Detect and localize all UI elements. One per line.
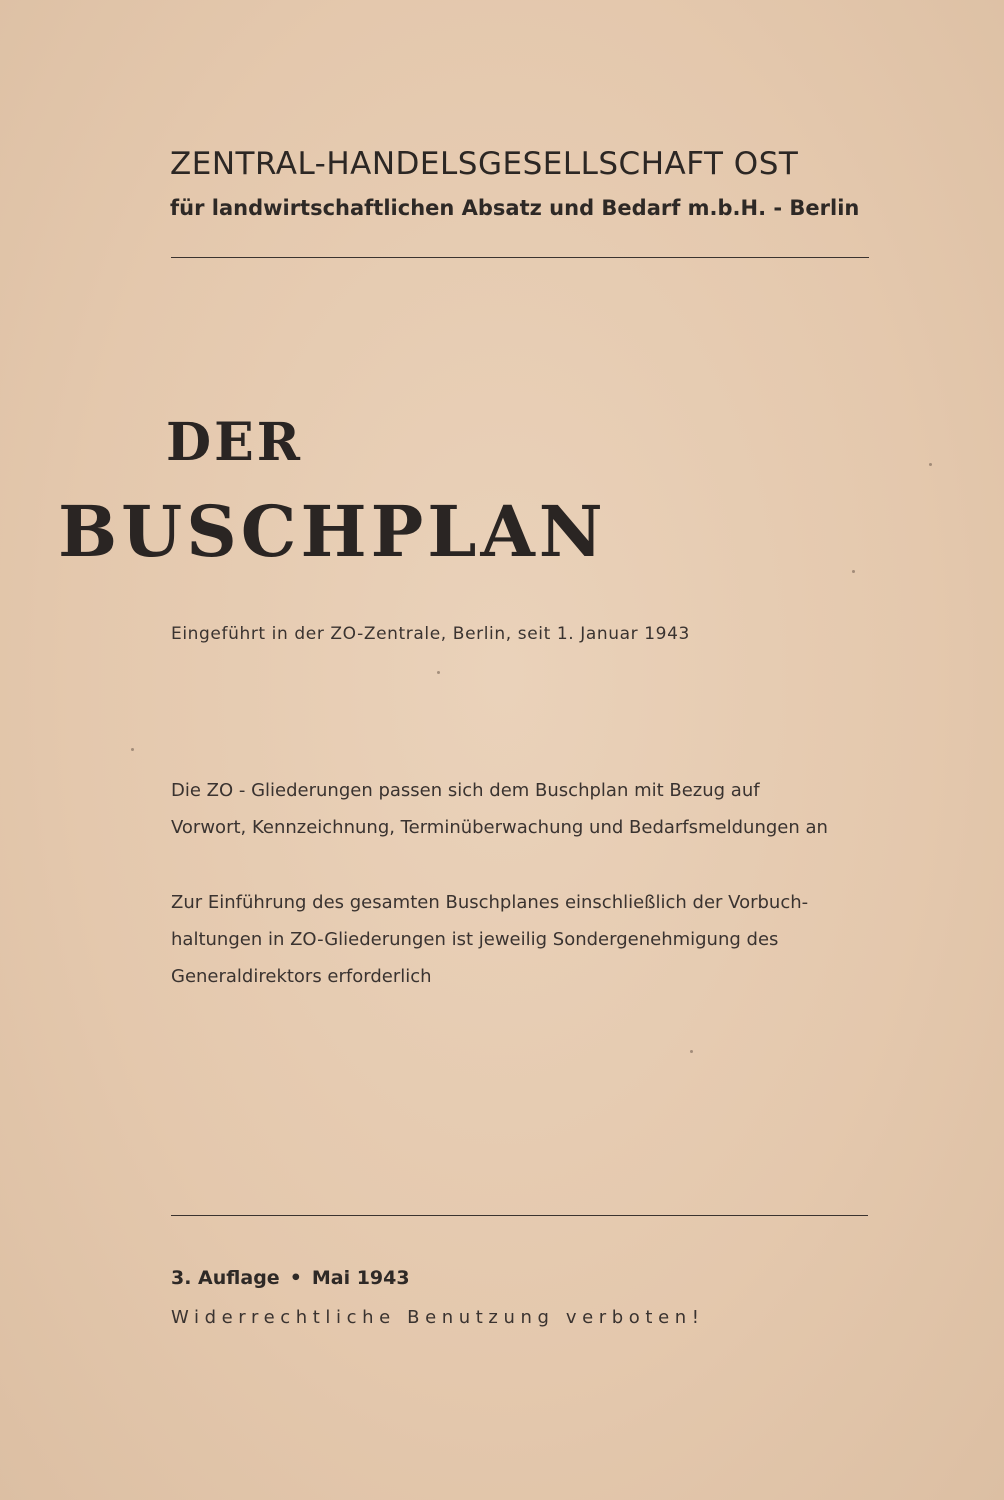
paper-speck xyxy=(929,463,932,466)
edition-separator: • xyxy=(289,1267,302,1289)
paragraph-2-line-2: haltungen in ZO-Gliederungen ist jeweilig Sondergenehmigung des xyxy=(171,929,779,950)
organization-subtitle: für landwirtschaftlichen Absatz und Bedarf m.b.H. - Berlin xyxy=(170,196,860,220)
paragraph-2-line-3: Generaldirektors erforderlich xyxy=(171,966,432,987)
edition-date: Mai 1943 xyxy=(311,1267,410,1289)
title-line-2: BUSCHPLAN xyxy=(58,490,607,573)
top-divider xyxy=(171,257,869,258)
paragraph-1-line-1: Die ZO - Gliederungen passen sich dem Buschplan mit Bezug auf xyxy=(171,780,760,801)
paper-speck xyxy=(690,1050,693,1053)
title-line-1: DER xyxy=(166,412,303,473)
edition-line xyxy=(171,1267,410,1289)
paper-speck xyxy=(852,570,855,573)
intro-text: Eingeführt in der ZO-Zentrale, Berlin, seit 1. Januar 1943 xyxy=(171,624,690,644)
paragraph-1 xyxy=(171,772,871,846)
paragraph-1-line-2: Vorwort, Kennzeichnung, Terminüberwachung und Bedarfsmeldungen an xyxy=(171,817,828,838)
paragraph-2-line-1: Zur Einführung des gesamten Buschplanes einschließlich der Vorbuch- xyxy=(171,892,809,913)
bottom-divider xyxy=(171,1215,868,1216)
edition-label: 3. Auflage xyxy=(171,1267,280,1289)
usage-warning: Widerrechtliche Benutzung verboten! xyxy=(171,1307,705,1328)
paper-speck xyxy=(437,671,440,674)
organization-name: ZENTRAL-HANDELSGESELLSCHAFT OST xyxy=(170,146,799,182)
paper-speck xyxy=(131,748,134,751)
paragraph-2 xyxy=(171,884,871,995)
